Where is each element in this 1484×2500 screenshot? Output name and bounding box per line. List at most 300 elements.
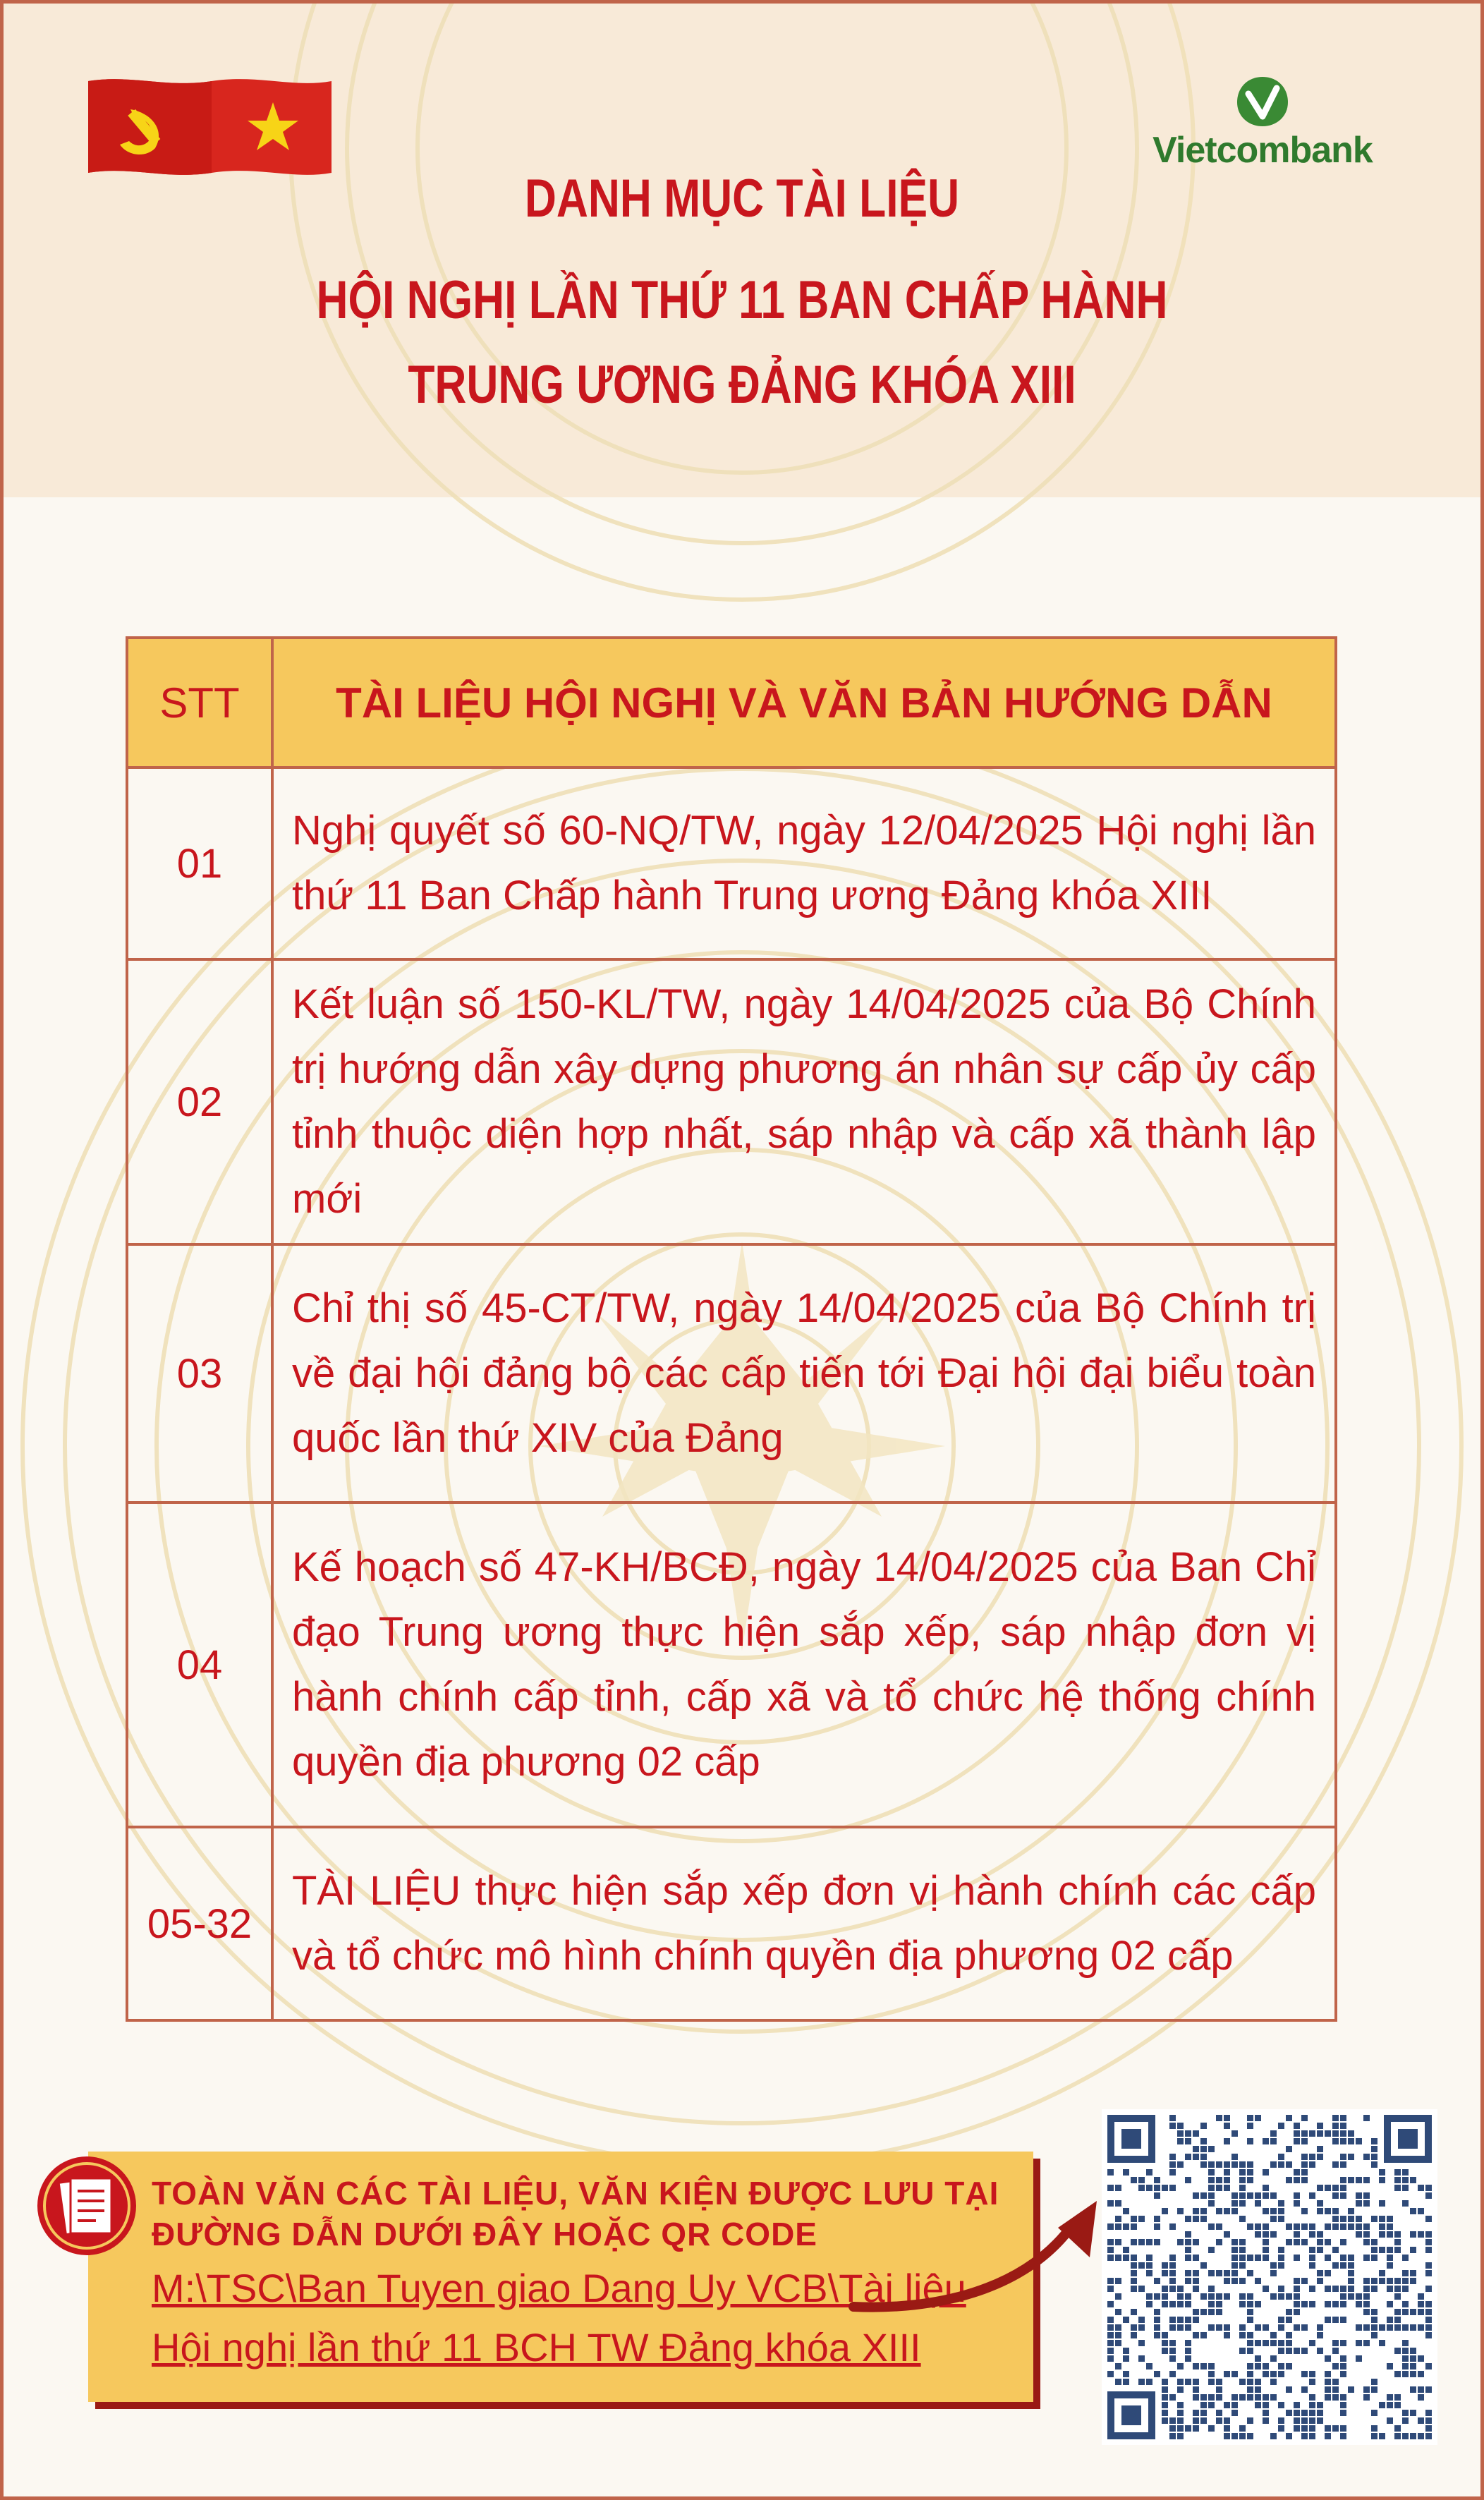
qr-module <box>1131 2262 1137 2269</box>
qr-module <box>1356 2301 1362 2307</box>
qr-module <box>1278 2216 1284 2222</box>
qr-module <box>1294 2410 1300 2416</box>
qr-module <box>1263 2223 1269 2230</box>
qr-module <box>1169 2324 1176 2331</box>
qr-module <box>1387 2301 1393 2307</box>
qr-module <box>1286 2386 1292 2393</box>
qr-module <box>1410 2363 1416 2369</box>
qr-module <box>1216 2185 1222 2191</box>
qr-module <box>1247 2301 1253 2307</box>
qr-module <box>1425 2417 1432 2424</box>
qr-module <box>1131 2255 1137 2261</box>
qr-module <box>1162 2286 1168 2292</box>
qr-module <box>1410 2247 1416 2253</box>
qr-module <box>1410 2355 1416 2362</box>
qr-module <box>1115 2255 1121 2261</box>
qr-module <box>1177 2363 1184 2369</box>
qr-module <box>1387 2223 1393 2230</box>
qr-module <box>1402 2340 1409 2346</box>
qr-module <box>1107 2332 1114 2338</box>
qr-module <box>1356 2223 1362 2230</box>
qr-module <box>1231 2278 1238 2284</box>
qr-module <box>1340 2340 1346 2346</box>
qr-module <box>1340 2262 1346 2269</box>
qr-module <box>1185 2216 1191 2222</box>
qr-module <box>1371 2309 1377 2315</box>
qr-module <box>1387 2255 1393 2261</box>
qr-module <box>1239 2379 1246 2385</box>
qr-module <box>1340 2185 1346 2191</box>
qr-module <box>1185 2270 1191 2276</box>
qr-module <box>1418 2293 1424 2300</box>
qr-module <box>1193 2130 1199 2137</box>
qr-module <box>1177 2239 1184 2245</box>
qr-module <box>1332 2363 1339 2369</box>
qr-module <box>1185 2301 1191 2307</box>
table-row <box>127 767 1336 959</box>
qr-module <box>1332 2286 1339 2292</box>
qr-module <box>1294 2231 1300 2238</box>
qr-module <box>1193 2425 1199 2432</box>
qr-module <box>1270 2394 1277 2401</box>
arrow-to-qr-icon <box>846 2194 1114 2314</box>
qr-module <box>1208 2293 1215 2300</box>
qr-module <box>1363 2340 1370 2346</box>
qr-module <box>1278 2286 1284 2292</box>
qr-module <box>1294 2324 1300 2331</box>
qr-module <box>1410 2324 1416 2331</box>
qr-module <box>1224 2278 1230 2284</box>
qr-module <box>1379 2169 1385 2176</box>
qr-module <box>1340 2192 1346 2199</box>
qr-module <box>1371 2410 1377 2416</box>
qr-module <box>1255 2379 1261 2385</box>
qr-module <box>1247 2433 1253 2439</box>
qr-module <box>1138 2239 1145 2245</box>
qr-module <box>1224 2433 1230 2439</box>
qr-module <box>1107 2239 1114 2245</box>
qr-module <box>1177 2130 1184 2137</box>
qr-module <box>1340 2355 1346 2362</box>
qr-module <box>1363 2324 1370 2331</box>
qr-module <box>1348 2177 1354 2183</box>
qr-module <box>1325 2239 1331 2245</box>
qr-module <box>1301 2301 1308 2307</box>
qr-module <box>1301 2223 1308 2230</box>
qr-module <box>1162 2262 1168 2269</box>
document-title: Kết luận số 150-KL/TW, ngày 14/04/2025 của Bộ Chính trị hướng dẫn xây dựng phương án nhân sự cấp ủy cấp tỉnh thuộc diện hợp nhất, sáp nhập và cấp xã thành lập mới <box>272 959 1336 1244</box>
qr-module <box>1224 2371 1230 2377</box>
qr-module <box>1247 2394 1253 2401</box>
qr-module <box>1255 2255 1261 2261</box>
qr-module <box>1301 2371 1308 2377</box>
qr-module <box>1200 2154 1207 2160</box>
page-title-line-3: TRUNG ƯƠNG ĐẢNG KHÓA XIII <box>408 355 1076 415</box>
qr-module <box>1123 2371 1129 2377</box>
qr-module <box>1332 2216 1339 2222</box>
qr-module <box>1402 2417 1409 2424</box>
qr-module <box>1162 2332 1168 2338</box>
qr-module <box>1169 2394 1176 2401</box>
qr-module <box>1363 2386 1370 2393</box>
qr-module <box>1162 2270 1168 2276</box>
qr-module <box>1216 2223 1222 2230</box>
qr-module <box>1255 2231 1261 2238</box>
qr-module <box>1255 2402 1261 2408</box>
qr-module <box>1177 2402 1184 2408</box>
qr-module <box>1278 2255 1284 2261</box>
qr-module <box>1208 2394 1215 2401</box>
qr-module <box>1263 2402 1269 2408</box>
qr-module <box>1425 2332 1432 2338</box>
qr-code[interactable] <box>1102 2109 1437 2445</box>
qr-module <box>1185 2154 1191 2160</box>
qr-module <box>1193 2270 1199 2276</box>
qr-module <box>1278 2161 1284 2168</box>
qr-module <box>1185 2324 1191 2331</box>
qr-module <box>1294 2138 1300 2144</box>
qr-module <box>1394 2278 1401 2284</box>
qr-module <box>1301 2138 1308 2144</box>
qr-module <box>1270 2371 1277 2377</box>
qr-module <box>1356 2192 1362 2199</box>
qr-module <box>1309 2192 1315 2199</box>
qr-module <box>1169 2317 1176 2323</box>
qr-module <box>1309 2425 1315 2432</box>
qr-module <box>1200 2309 1207 2315</box>
qr-module <box>1371 2324 1377 2331</box>
qr-module <box>1224 2324 1230 2331</box>
qr-module <box>1348 2262 1354 2269</box>
table-row <box>127 1827 1336 2020</box>
qr-module <box>1154 2239 1160 2245</box>
qr-module <box>1247 2223 1253 2230</box>
qr-module <box>1193 2216 1199 2222</box>
qr-module <box>1138 2324 1145 2331</box>
qr-module <box>1286 2340 1292 2346</box>
qr-module <box>1169 2433 1176 2439</box>
qr-module <box>1193 2394 1199 2401</box>
qr-module <box>1418 2231 1424 2238</box>
qr-module <box>1418 2386 1424 2393</box>
qr-module <box>1309 2255 1315 2261</box>
qr-module <box>1387 2286 1393 2292</box>
qr-module <box>1270 2340 1277 2346</box>
qr-module <box>1363 2255 1370 2261</box>
qr-module <box>1348 2208 1354 2214</box>
qr-module <box>1154 2332 1160 2338</box>
vietcombank-logo <box>1129 74 1397 173</box>
qr-module <box>1286 2410 1292 2416</box>
qr-module <box>1185 2293 1191 2300</box>
qr-module <box>1340 2317 1346 2323</box>
qr-module <box>1200 2402 1207 2408</box>
qr-module <box>1410 2371 1416 2377</box>
qr-module <box>1200 2138 1207 2144</box>
qr-module <box>1340 2138 1346 2144</box>
qr-module <box>1107 2371 1114 2377</box>
qr-module <box>1402 2169 1409 2176</box>
qr-module <box>1263 2231 1269 2238</box>
qr-module <box>1162 2348 1168 2354</box>
qr-module <box>1200 2123 1207 2129</box>
qr-module <box>1332 2317 1339 2323</box>
qr-module <box>1224 2138 1230 2144</box>
table-header-row <box>127 638 1336 767</box>
qr-module <box>1169 2255 1176 2261</box>
qr-module <box>1309 2286 1315 2292</box>
qr-module <box>1231 2371 1238 2377</box>
qr-module <box>1363 2223 1370 2230</box>
qr-module <box>1224 2425 1230 2432</box>
qr-module <box>1371 2386 1377 2393</box>
qr-module <box>1348 2138 1354 2144</box>
qr-module <box>1200 2410 1207 2416</box>
qr-module <box>1286 2177 1292 2183</box>
qr-module <box>1255 2115 1261 2121</box>
qr-module <box>1146 2363 1152 2369</box>
qr-module <box>1317 2417 1323 2424</box>
qr-module <box>1146 2301 1152 2307</box>
qr-module <box>1231 2270 1238 2276</box>
qr-module <box>1348 2270 1354 2276</box>
qr-module <box>1371 2317 1377 2323</box>
qr-module <box>1239 2425 1246 2432</box>
qr-module <box>1216 2239 1222 2245</box>
qr-module <box>1294 2348 1300 2354</box>
qr-module <box>1402 2355 1409 2362</box>
qr-module <box>1317 2239 1323 2245</box>
qr-module <box>1294 2417 1300 2424</box>
qr-module <box>1379 2278 1385 2284</box>
qr-module <box>1231 2130 1238 2137</box>
qr-module <box>1418 2394 1424 2401</box>
qr-module <box>1340 2286 1346 2292</box>
qr-module <box>1301 2433 1308 2439</box>
qr-module <box>1348 2154 1354 2160</box>
qr-module <box>1278 2324 1284 2331</box>
qr-module <box>1363 2286 1370 2292</box>
qr-module <box>1332 2425 1339 2432</box>
qr-module <box>1231 2255 1238 2261</box>
qr-module <box>1371 2332 1377 2338</box>
qr-module <box>1394 2293 1401 2300</box>
row-number: 04 <box>127 1503 272 1827</box>
qr-module <box>1371 2247 1377 2253</box>
qr-module <box>1418 2185 1424 2191</box>
qr-module <box>1332 2394 1339 2401</box>
qr-module <box>1317 2231 1323 2238</box>
qr-module <box>1332 2301 1339 2307</box>
qr-module <box>1146 2293 1152 2300</box>
qr-module <box>1255 2223 1261 2230</box>
qr-module <box>1216 2324 1222 2331</box>
qr-module <box>1193 2386 1199 2393</box>
qr-module <box>1154 2223 1160 2230</box>
qr-module <box>1278 2154 1284 2160</box>
qr-module <box>1247 2309 1253 2315</box>
qr-module <box>1286 2332 1292 2338</box>
qr-module <box>1317 2332 1323 2338</box>
qr-module <box>1363 2200 1370 2207</box>
qr-module <box>1394 2286 1401 2292</box>
qr-module <box>1185 2255 1191 2261</box>
qr-module <box>1247 2270 1253 2276</box>
qr-module <box>1255 2301 1261 2307</box>
qr-module <box>1216 2379 1222 2385</box>
qr-module <box>1402 2301 1409 2307</box>
qr-module <box>1138 2262 1145 2269</box>
qr-module <box>1317 2247 1323 2253</box>
party-flag-icon <box>88 74 332 180</box>
qr-module <box>1247 2138 1253 2144</box>
qr-module <box>1348 2278 1354 2284</box>
qr-module <box>1247 2123 1253 2129</box>
qr-module <box>1239 2216 1246 2222</box>
qr-module <box>1309 2301 1315 2307</box>
qr-module <box>1154 2317 1160 2323</box>
qr-module <box>1208 2425 1215 2432</box>
qr-module <box>1270 2293 1277 2300</box>
qr-module <box>1177 2324 1184 2331</box>
qr-module <box>1239 2301 1246 2307</box>
qr-module <box>1263 2169 1269 2176</box>
qr-module <box>1185 2278 1191 2284</box>
storage-path-line-2[interactable]: Hội nghị lần thứ 11 BCH TW Đảng khóa XIII <box>152 2325 921 2369</box>
qr-module <box>1294 2255 1300 2261</box>
qr-module <box>1363 2154 1370 2160</box>
qr-module <box>1131 2239 1137 2245</box>
qr-module <box>1177 2386 1184 2393</box>
qr-module <box>1239 2185 1246 2191</box>
qr-module <box>1239 2161 1246 2168</box>
qr-module <box>1263 2138 1269 2144</box>
document-title: Nghị quyết số 60-NQ/TW, ngày 12/04/2025 Hội nghị lần thứ 11 Ban Chấp hành Trung ương Đảng khóa XIII <box>272 767 1336 959</box>
qr-module <box>1169 2340 1176 2346</box>
qr-module <box>1325 2379 1331 2385</box>
qr-module <box>1208 2185 1215 2191</box>
qr-module <box>1425 2286 1432 2292</box>
qr-module <box>1247 2192 1253 2199</box>
qr-module <box>1200 2417 1207 2424</box>
qr-module <box>1402 2324 1409 2331</box>
qr-module <box>1255 2394 1261 2401</box>
qr-module <box>1332 2262 1339 2269</box>
qr-module <box>1185 2425 1191 2432</box>
qr-module <box>1263 2192 1269 2199</box>
qr-module <box>1107 2348 1114 2354</box>
qr-module <box>1169 2270 1176 2276</box>
qr-module <box>1410 2348 1416 2354</box>
qr-module <box>1231 2394 1238 2401</box>
qr-module <box>1340 2293 1346 2300</box>
qr-module <box>1115 2200 1121 2207</box>
qr-module <box>1270 2130 1277 2137</box>
qr-module <box>1387 2216 1393 2222</box>
qr-module <box>1363 2309 1370 2315</box>
qr-module <box>1340 2301 1346 2307</box>
qr-module <box>1216 2161 1222 2168</box>
qr-module <box>1200 2332 1207 2338</box>
qr-module <box>1387 2278 1393 2284</box>
qr-module <box>1356 2216 1362 2222</box>
qr-module <box>1169 2371 1176 2377</box>
storage-path-line-1[interactable]: M:\TSC\Ban Tuyen giao Dang Uy VCB\Tài liệu <box>152 2266 966 2310</box>
qr-module <box>1309 2223 1315 2230</box>
qr-module <box>1193 2146 1199 2152</box>
qr-module <box>1146 2262 1152 2269</box>
qr-module <box>1356 2355 1362 2362</box>
qr-module <box>1208 2177 1215 2183</box>
qr-module <box>1325 2130 1331 2137</box>
qr-module <box>1177 2417 1184 2424</box>
qr-module <box>1340 2394 1346 2401</box>
qr-module <box>1107 2200 1114 2207</box>
qr-module <box>1402 2270 1409 2276</box>
qr-module <box>1263 2363 1269 2369</box>
qr-module <box>1340 2433 1346 2439</box>
qr-module <box>1208 2223 1215 2230</box>
document-title: TÀI LIỆU thực hiện sắp xếp đơn vị hành chính các cấp và tổ chức mô hình chính quyền địa phương 02 cấp <box>272 1827 1336 2020</box>
qr-module <box>1247 2386 1253 2393</box>
qr-module <box>1162 2417 1168 2424</box>
qr-module <box>1185 2340 1191 2346</box>
qr-module <box>1348 2223 1354 2230</box>
qr-module <box>1231 2200 1238 2207</box>
qr-module <box>1325 2355 1331 2362</box>
qr-module <box>1123 2255 1129 2261</box>
qr-module <box>1177 2208 1184 2214</box>
qr-module <box>1425 2433 1432 2439</box>
qr-module <box>1325 2433 1331 2439</box>
qr-module <box>1348 2386 1354 2393</box>
qr-module <box>1239 2433 1246 2439</box>
qr-module <box>1340 2410 1346 2416</box>
qr-module <box>1193 2286 1199 2292</box>
qr-module <box>1169 2348 1176 2354</box>
qr-module <box>1410 2433 1416 2439</box>
qr-module <box>1231 2208 1238 2214</box>
qr-module <box>1371 2146 1377 2152</box>
qr-module <box>1162 2185 1168 2191</box>
qr-module <box>1371 2278 1377 2284</box>
qr-module <box>1309 2340 1315 2346</box>
qr-module <box>1270 2433 1277 2439</box>
qr-module <box>1325 2394 1331 2401</box>
qr-module <box>1418 2355 1424 2362</box>
qr-module <box>1263 2286 1269 2292</box>
qr-module <box>1247 2332 1253 2338</box>
qr-module <box>1363 2231 1370 2238</box>
qr-module <box>1208 2301 1215 2307</box>
qr-module <box>1425 2317 1432 2323</box>
qr-module <box>1371 2239 1377 2245</box>
qr-module <box>1379 2231 1385 2238</box>
qr-module <box>1309 2394 1315 2401</box>
documents-icon <box>34 2153 140 2259</box>
qr-module <box>1278 2363 1284 2369</box>
qr-module <box>1325 2185 1331 2191</box>
column-header-documents: TÀI LIỆU HỘI NGHỊ VÀ VĂN BẢN HƯỚNG DẪN <box>272 638 1336 767</box>
qr-module <box>1154 2324 1160 2331</box>
qr-module <box>1231 2410 1238 2416</box>
qr-module <box>1394 2169 1401 2176</box>
row-number: 01 <box>127 767 272 959</box>
qr-module <box>1402 2433 1409 2439</box>
qr-module <box>1340 2115 1346 2121</box>
qr-module <box>1309 2154 1315 2160</box>
qr-module <box>1371 2286 1377 2292</box>
